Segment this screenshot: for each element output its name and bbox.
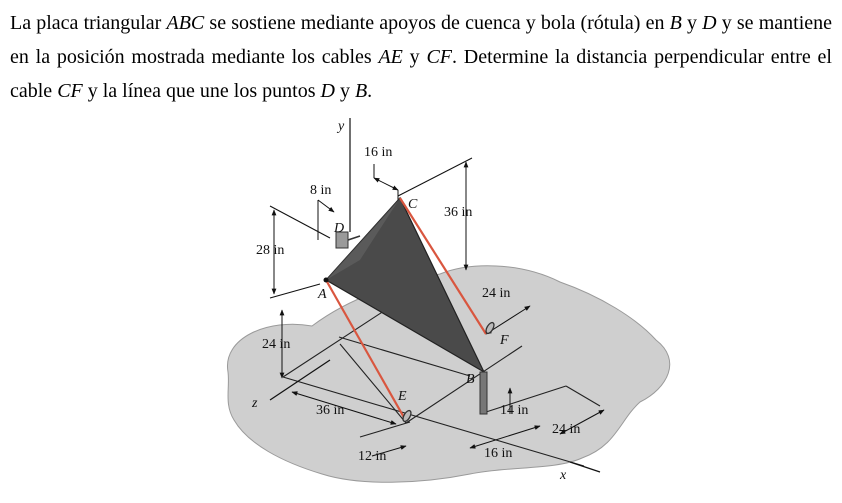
dim-12: 12 in bbox=[358, 449, 387, 464]
problem-var: B bbox=[354, 80, 368, 102]
problem-text: . bbox=[367, 80, 373, 102]
point-c-label: C bbox=[408, 197, 418, 212]
problem-text: se sostiene mediante apoyos de cuenca y bola (rótula) en bbox=[204, 12, 670, 34]
post-b bbox=[480, 372, 487, 414]
problem-var: ABC bbox=[166, 12, 205, 34]
problem-var: B bbox=[669, 12, 682, 34]
problem-var: AE bbox=[378, 46, 403, 68]
problem-var: CF bbox=[426, 46, 453, 68]
dim-16-top: 16 in bbox=[364, 145, 393, 160]
dim-28: 28 in bbox=[256, 243, 285, 258]
problem-text: y la línea que une los puntos bbox=[82, 80, 321, 102]
dim-16-bottom: 16 in bbox=[484, 446, 513, 461]
dim-24-right: 24 in bbox=[552, 422, 581, 437]
axis-z-label: z bbox=[252, 396, 258, 411]
dim-14: 14 in bbox=[500, 403, 529, 418]
axis-x-label: x bbox=[560, 468, 567, 483]
point-d-label: D bbox=[334, 221, 345, 236]
point-b-label: B bbox=[466, 372, 475, 387]
point-f-label: F bbox=[500, 333, 509, 348]
problem-text: y bbox=[334, 80, 355, 102]
point-a-dot bbox=[324, 278, 329, 283]
dim-24-left: 24 in bbox=[262, 337, 291, 352]
problem-text: y bbox=[402, 46, 427, 68]
problem-text: . Determine la distancia perpendicular entre el cable bbox=[10, 46, 832, 102]
point-a-label: A bbox=[318, 287, 327, 302]
axis-y-label: y bbox=[338, 119, 345, 134]
dim-36-bottom: 36 in bbox=[316, 403, 345, 418]
problem-text: y bbox=[681, 12, 703, 34]
problem-var: D bbox=[702, 12, 717, 34]
problem-text: La placa triangular bbox=[10, 12, 167, 34]
dim-24-f: 24 in bbox=[482, 286, 511, 301]
dim-36-right: 36 in bbox=[444, 205, 473, 220]
point-e-label: E bbox=[398, 389, 407, 404]
dim-8: 8 in bbox=[310, 183, 332, 198]
problem-text: y se mantiene en la posición mostrada mediante los cables bbox=[10, 12, 832, 68]
problem-var: D bbox=[320, 80, 335, 102]
problem-var: CF bbox=[57, 80, 83, 102]
